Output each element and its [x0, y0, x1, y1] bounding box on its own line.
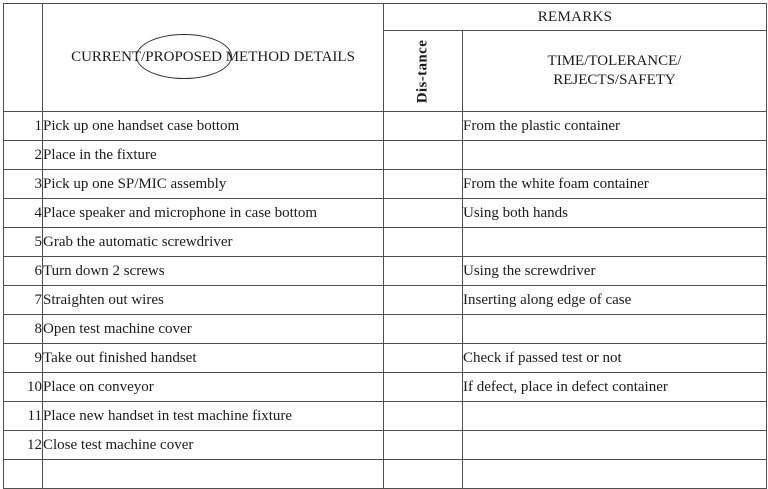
table-row: [4, 344, 767, 373]
remark-cell: If defect, place in defect container: [463, 373, 767, 402]
distance-label-vertical: Dis-tance: [414, 39, 431, 103]
method-cell: [43, 460, 384, 489]
table-row: [4, 228, 767, 257]
table-row: [4, 112, 767, 141]
method-cell: Open test machine cover: [43, 315, 384, 344]
table-row: [4, 286, 767, 315]
method-cell: Place speaker and microphone in case bottom: [43, 199, 384, 228]
row-number-cell: 2: [4, 141, 43, 170]
distance-cell: [384, 460, 463, 489]
row-number-cell: 7: [4, 286, 43, 315]
method-details-header: [43, 4, 384, 112]
remark-cell: Check if passed test or not: [463, 344, 767, 373]
remark-cell: [463, 315, 767, 344]
row-number-cell: 4: [4, 199, 43, 228]
method-cell: Turn down 2 screws: [43, 257, 384, 286]
method-title-suffix: METHOD DETAILS: [221, 49, 355, 65]
distance-cell: [384, 373, 463, 402]
table-row: [4, 431, 767, 460]
row-number-cell: [4, 460, 43, 489]
table-row: [4, 315, 767, 344]
distance-cell: [384, 199, 463, 228]
remark-cell: [463, 228, 767, 257]
method-title-prefix: CURRENT/: [71, 49, 146, 65]
method-cell: Place on conveyor: [43, 373, 384, 402]
table-row: [4, 257, 767, 286]
row-number-cell: 11: [4, 402, 43, 431]
row-number-cell: 5: [4, 228, 43, 257]
remark-cell: [463, 460, 767, 489]
distance-cell: [384, 228, 463, 257]
distance-label-wrapper: [384, 31, 462, 111]
row-number-cell: 9: [4, 344, 43, 373]
row-number-cell: 8: [4, 315, 43, 344]
table-row: [4, 141, 767, 170]
distance-column-header: [384, 31, 463, 112]
method-cell: Take out finished handset: [43, 344, 384, 373]
method-study-table: [3, 3, 767, 489]
remark-cell: Using both hands: [463, 199, 767, 228]
row-number-cell: 6: [4, 257, 43, 286]
table-row: [4, 373, 767, 402]
remark-cell: Using the screwdriver: [463, 257, 767, 286]
time-tolerance-line2: REJECTS/SAFETY: [553, 72, 676, 88]
row-number-column-header: [4, 4, 43, 112]
remark-cell: From the plastic container: [463, 112, 767, 141]
remark-cell: From the white foam container: [463, 170, 767, 199]
remark-cell: [463, 141, 767, 170]
distance-cell: [384, 315, 463, 344]
method-title-circled-word: PROPOSED: [145, 49, 222, 65]
header-row-remarks: [4, 4, 767, 31]
method-cell: Pick up one SP/MIC assembly: [43, 170, 384, 199]
method-cell: Close test machine cover: [43, 431, 384, 460]
time-tolerance-column-header: [463, 31, 767, 112]
row-number-cell: 12: [4, 431, 43, 460]
distance-cell: [384, 257, 463, 286]
method-cell: Straighten out wires: [43, 286, 384, 315]
distance-cell: [384, 170, 463, 199]
method-cell: Place new handset in test machine fixture: [43, 402, 384, 431]
row-number-cell: 10: [4, 373, 43, 402]
row-number-cell: 1: [4, 112, 43, 141]
table-row: [4, 199, 767, 228]
method-cell: Grab the automatic screwdriver: [43, 228, 384, 257]
method-cell: Pick up one handset case bottom: [43, 112, 384, 141]
remark-cell: Inserting along edge of case: [463, 286, 767, 315]
distance-cell: [384, 286, 463, 315]
table-row: [4, 402, 767, 431]
remarks-column-header: REMARKS: [384, 4, 767, 31]
table-row: [4, 170, 767, 199]
proposed-ellipse-annotation: [145, 49, 222, 66]
remark-cell: [463, 431, 767, 460]
table-row-empty: [4, 460, 767, 489]
method-cell: Place in the fixture: [43, 141, 384, 170]
method-details-title: [71, 49, 355, 66]
distance-cell: [384, 344, 463, 373]
distance-cell: [384, 402, 463, 431]
distance-cell: [384, 141, 463, 170]
remark-cell: [463, 402, 767, 431]
row-number-cell: 3: [4, 170, 43, 199]
distance-cell: [384, 431, 463, 460]
time-tolerance-line1: TIME/TOLERANCE/: [547, 53, 682, 69]
distance-cell: [384, 112, 463, 141]
